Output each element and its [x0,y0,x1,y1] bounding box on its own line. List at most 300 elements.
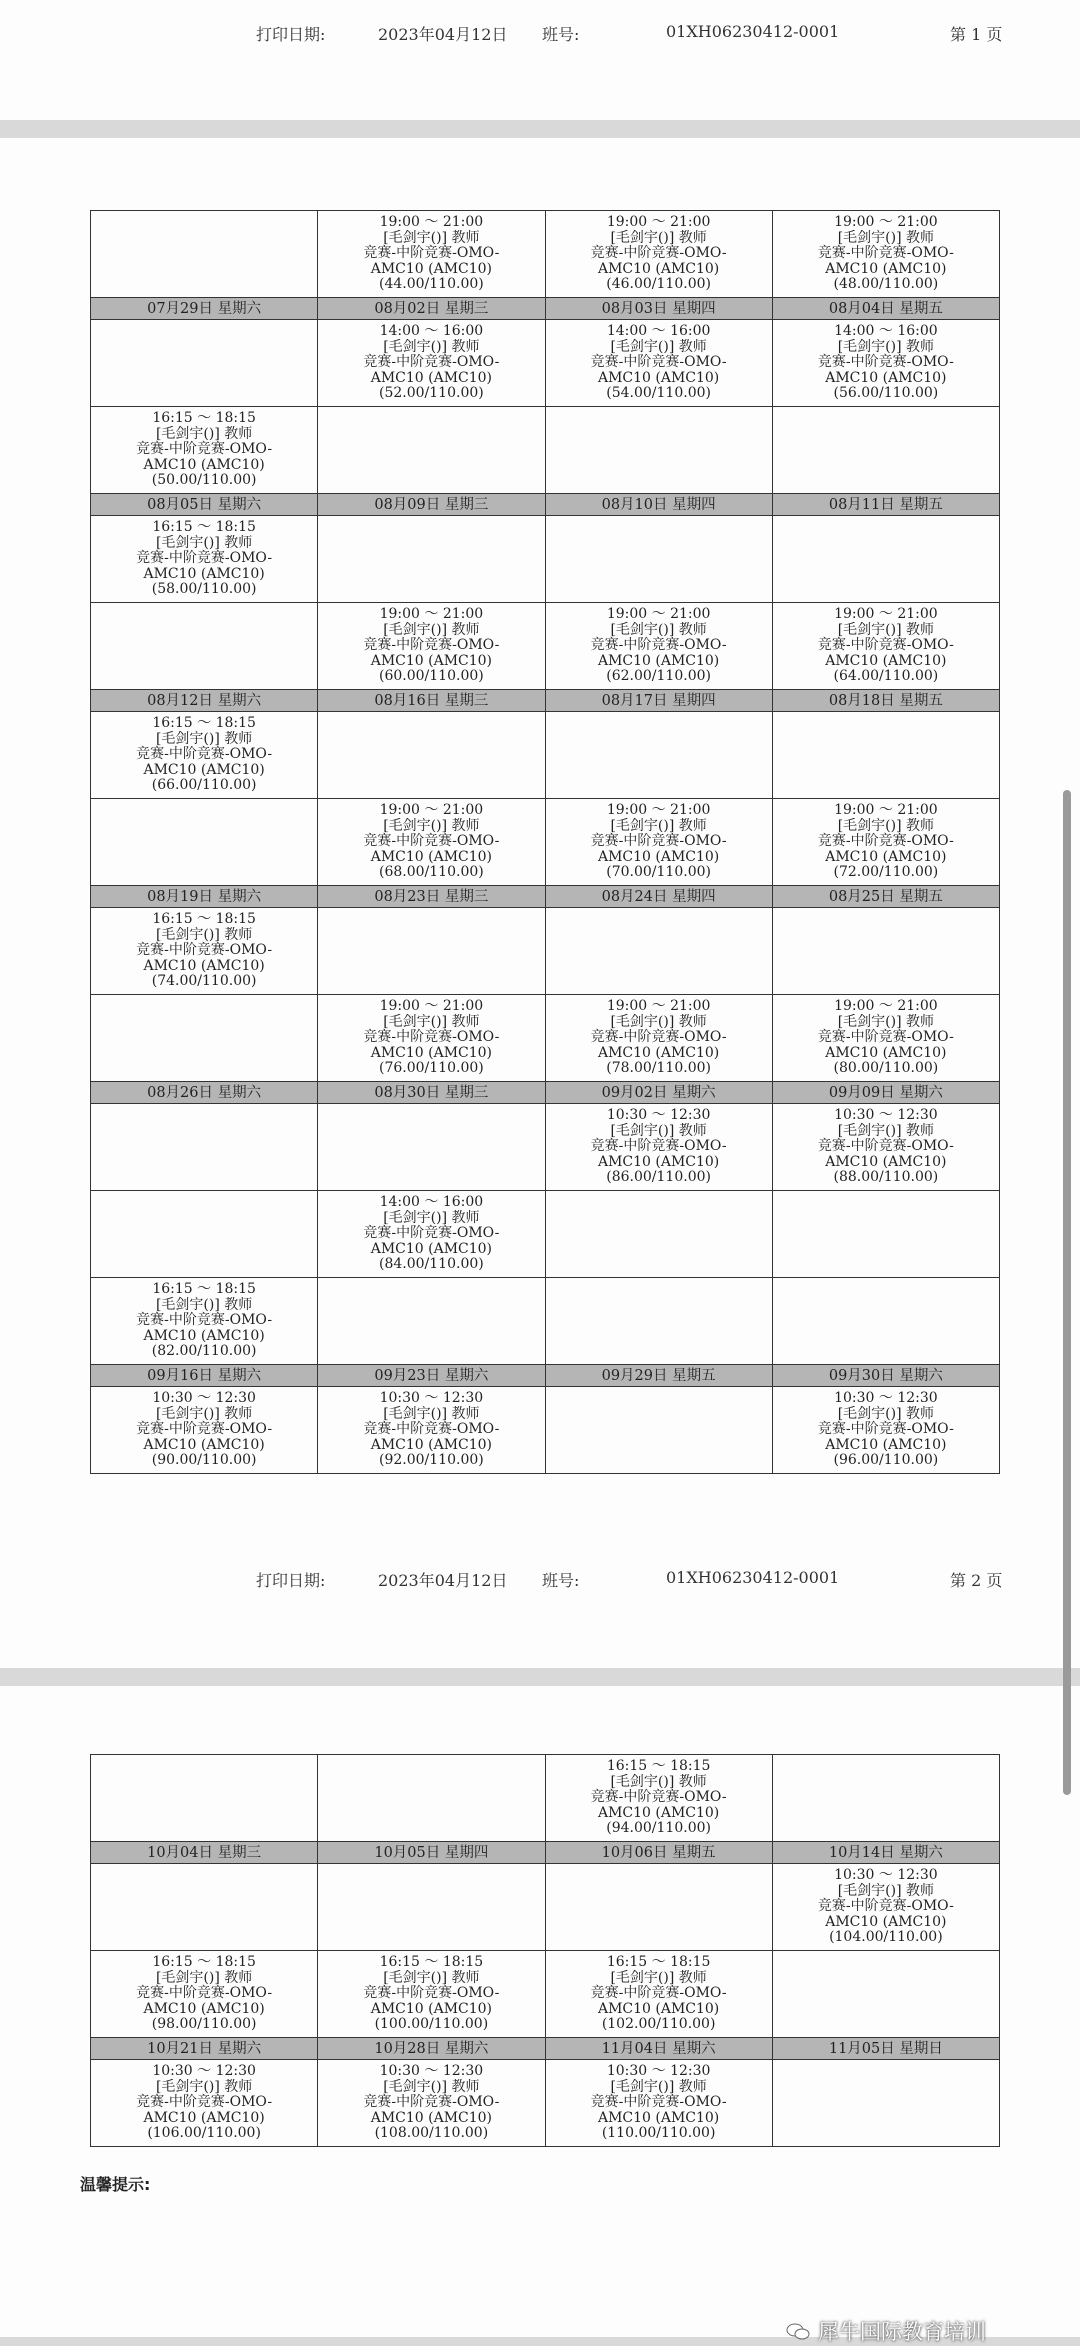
empty-cell [91,211,318,298]
session-course: 竞赛-中阶竞赛-OMO- [136,1312,273,1329]
session-cell [91,1278,318,1365]
session-time: 16:15 ～ 18:15 [606,1954,711,1971]
session-hours: (70.00/110.00) [606,864,711,881]
session-course: 竞赛-中阶竞赛-OMO- [136,746,273,763]
session-hours: (72.00/110.00) [833,864,939,881]
session-time: 16:15 ～ 18:15 [152,911,256,928]
date-header-cell: 09月09日 星期六 [772,1082,999,1104]
session-hours: (110.00/110.00) [601,2125,716,2142]
session-hours: (80.00/110.00) [833,1060,939,1077]
session-row [91,1104,1000,1191]
date-header-cell: 08月23日 星期三 [318,886,545,908]
session-course: 竞赛-中阶竞赛-OMO- [817,245,954,262]
session-course: 竞赛-中阶竞赛-OMO- [136,1985,273,2002]
session-row [91,1191,1000,1278]
date-header-cell: 08月19日 星期六 [91,886,318,908]
session-teacher: [毛剑宇()] 教师 [383,338,480,355]
session-cls: AMC10 (AMC10) [597,1804,720,1821]
schedule-table-page-2 [90,210,1000,1474]
session-hours: (60.00/110.00) [379,668,484,685]
session-time: 19:00 ～ 21:00 [834,606,938,623]
session-time: 10:30 ～ 12:30 [834,1390,938,1407]
date-header-cell: 08月11日 星期五 [772,494,999,516]
session-hours: (62.00/110.00) [606,668,711,685]
session-teacher: [毛剑宇()] 教师 [610,2078,707,2095]
session-time: 16:15 ～ 18:15 [152,519,256,536]
session-cell [318,1951,545,2038]
print-date: 2023年04月12日 [378,1571,508,1590]
date-header-row [91,1082,1000,1104]
session-cell [318,995,545,1082]
date-header-cell: 09月29日 星期五 [545,1365,772,1387]
session-hours: (52.00/110.00) [379,385,484,402]
session-cell [318,1387,545,1474]
session-hours: (86.00/110.00) [606,1169,711,1186]
session-course: 竞赛-中阶竞赛-OMO- [817,1898,954,1915]
date-header-row [91,1365,1000,1387]
empty-cell [545,908,772,995]
session-cls: AMC10 (AMC10) [825,369,947,386]
session-cls: AMC10 (AMC10) [597,2109,720,2126]
empty-cell [545,712,772,799]
session-cell [318,799,545,886]
session-cell [772,1864,999,1951]
date-header-row [91,1842,1000,1864]
session-time: 19:00 ～ 21:00 [606,606,711,623]
date-header-cell: 08月24日 星期四 [545,886,772,908]
session-cell [91,1951,318,2038]
session-row [91,603,1000,690]
date-header-cell: 08月30日 星期三 [318,1082,545,1104]
session-course: 竞赛-中阶竞赛-OMO- [590,2094,727,2111]
empty-cell [91,1104,318,1191]
session-teacher: [毛剑宇()] 教师 [837,817,935,834]
scrollbar[interactable] [1063,790,1071,1795]
date-header-cell: 08月04日 星期五 [772,298,999,320]
session-course: 竞赛-中阶竞赛-OMO- [817,1029,954,1046]
session-cell [772,995,999,1082]
date-header-cell: 08月25日 星期五 [772,886,999,908]
session-teacher: [毛剑宇()] 教师 [610,1969,707,1986]
session-hours: (64.00/110.00) [833,668,939,685]
session-time: 10:30 ～ 12:30 [379,1390,484,1407]
session-hours: (46.00/110.00) [606,276,711,293]
class-number-label: 班号: [542,1571,580,1590]
session-cell [91,2060,318,2147]
print-date-label: 打印日期: [256,1571,326,1590]
session-course: 竞赛-中阶竞赛-OMO- [136,942,273,959]
session-time: 19:00 ～ 21:00 [379,802,484,819]
date-header-cell: 08月17日 星期四 [545,690,772,712]
class-number: 01XH06230412-0001 [666,1568,840,1587]
date-header-cell: 09月16日 星期六 [91,1365,318,1387]
session-course: 竞赛-中阶竞赛-OMO- [817,354,954,371]
session-cell [545,1755,772,1842]
watermark-text: 犀牛国际教育培训 [818,2320,986,2344]
session-time: 14:00 ～ 16:00 [606,323,711,340]
session-time: 19:00 ～ 21:00 [606,802,711,819]
empty-cell [318,516,545,603]
date-header-cell: 11月05日 星期日 [772,2038,999,2060]
session-cls: AMC10 (AMC10) [597,369,720,386]
empty-cell [772,1278,999,1365]
session-cls: AMC10 (AMC10) [597,260,720,277]
session-time: 10:30 ～ 12:30 [379,2063,484,2080]
session-cell [91,407,318,494]
date-header-row [91,690,1000,712]
session-cls: AMC10 (AMC10) [597,1153,720,1170]
wechat-icon [786,2322,810,2340]
session-cell [545,799,772,886]
session-cls: AMC10 (AMC10) [370,848,493,865]
session-teacher: [毛剑宇()] 教师 [155,730,253,747]
session-row [91,1278,1000,1365]
session-hours: (68.00/110.00) [379,864,484,881]
date-header-cell: 09月30日 星期六 [772,1365,999,1387]
session-cls: AMC10 (AMC10) [370,369,493,386]
session-row [91,211,1000,298]
session-row [91,2060,1000,2147]
session-time: 10:30 ～ 12:30 [834,1107,938,1124]
session-cell [91,908,318,995]
session-hours: (90.00/110.00) [151,1452,257,1469]
session-teacher: [毛剑宇()] 教师 [837,1013,935,1030]
empty-cell [772,2060,999,2147]
session-cls: AMC10 (AMC10) [143,957,265,974]
session-cls: AMC10 (AMC10) [143,456,265,473]
date-header-cell: 08月09日 星期三 [318,494,545,516]
session-cell [318,2060,545,2147]
session-cls: AMC10 (AMC10) [143,2000,265,2017]
session-time: 16:15 ～ 18:15 [152,410,256,427]
session-teacher: [毛剑宇()] 教师 [610,1013,707,1030]
session-cls: AMC10 (AMC10) [597,848,720,865]
session-course: 竞赛-中阶竞赛-OMO- [590,637,727,654]
session-course: 竞赛-中阶竞赛-OMO- [590,1138,727,1155]
session-cell [91,516,318,603]
session-hours: (92.00/110.00) [379,1452,484,1469]
session-time: 19:00 ～ 21:00 [379,214,484,231]
session-teacher: [毛剑宇()] 教师 [383,1013,480,1030]
session-hours: (102.00/110.00) [601,2016,716,2033]
session-row [91,799,1000,886]
session-cls: AMC10 (AMC10) [825,260,947,277]
empty-cell [318,407,545,494]
tip-label: 温馨提示: [80,2175,151,2194]
session-row [91,995,1000,1082]
session-row [91,407,1000,494]
session-time: 19:00 ～ 21:00 [379,998,484,1015]
session-course: 竞赛-中阶竞赛-OMO- [363,1421,500,1438]
session-cell [545,320,772,407]
session-teacher: [毛剑宇()] 教师 [383,229,480,246]
date-header-cell: 10月05日 星期四 [318,1842,545,1864]
date-header-cell: 09月02日 星期六 [545,1082,772,1104]
empty-cell [318,1864,545,1951]
session-cell [545,1951,772,2038]
empty-cell [772,908,999,995]
session-teacher: [毛剑宇()] 教师 [155,926,253,943]
session-course: 竞赛-中阶竞赛-OMO- [590,1985,727,2002]
empty-cell [318,1755,545,1842]
session-cell [545,995,772,1082]
session-teacher: [毛剑宇()] 教师 [837,1882,935,1899]
session-hours: (58.00/110.00) [151,581,257,598]
session-teacher: [毛剑宇()] 教师 [837,621,935,638]
session-row [91,320,1000,407]
session-cls: AMC10 (AMC10) [370,652,493,669]
date-header-row [91,886,1000,908]
date-header-cell: 10月04日 星期三 [91,1842,318,1864]
session-time: 16:15 ～ 18:15 [152,1954,256,1971]
date-header-cell: 09月23日 星期六 [318,1365,545,1387]
session-cls: AMC10 (AMC10) [143,2109,265,2126]
session-cls: AMC10 (AMC10) [825,1436,947,1453]
print-date: 2023年04月12日 [378,25,508,44]
session-cell [545,1104,772,1191]
date-header-cell: 08月12日 星期六 [91,690,318,712]
session-course: 竞赛-中阶竞赛-OMO- [590,1029,727,1046]
session-cls: AMC10 (AMC10) [370,1044,493,1061]
session-time: 14:00 ～ 16:00 [379,323,484,340]
empty-cell [318,908,545,995]
empty-cell [545,516,772,603]
session-course: 竞赛-中阶竞赛-OMO- [817,1421,954,1438]
session-teacher: [毛剑宇()] 教师 [837,229,935,246]
session-hours: (82.00/110.00) [151,1343,257,1360]
session-cls: AMC10 (AMC10) [370,1240,493,1257]
date-header-cell: 08月02日 星期三 [318,298,545,320]
session-course: 竞赛-中阶竞赛-OMO- [817,1138,954,1155]
watermark [786,2316,986,2346]
session-time: 19:00 ～ 21:00 [834,214,938,231]
session-course: 竞赛-中阶竞赛-OMO- [590,354,727,371]
date-header-row [91,2038,1000,2060]
session-time: 19:00 ～ 21:00 [606,998,711,1015]
session-time: 19:00 ～ 21:00 [379,606,484,623]
session-row [91,1864,1000,1951]
session-cell [772,1104,999,1191]
print-date-label: 打印日期: [256,25,326,44]
date-header-row [91,298,1000,320]
session-row [91,516,1000,603]
empty-cell [91,1191,318,1278]
session-teacher: [毛剑宇()] 教师 [610,338,707,355]
session-teacher: [毛剑宇()] 教师 [155,534,253,551]
session-teacher: [毛剑宇()] 教师 [155,425,253,442]
session-hours: (94.00/110.00) [606,1820,711,1837]
session-cell [772,320,999,407]
session-teacher: [毛剑宇()] 教师 [383,1405,480,1422]
empty-cell [772,1951,999,2038]
session-hours: (108.00/110.00) [374,2125,489,2142]
session-cell [772,1387,999,1474]
session-cls: AMC10 (AMC10) [825,652,947,669]
session-course: 竞赛-中阶竞赛-OMO- [136,441,273,458]
session-row [91,1755,1000,1842]
empty-cell [545,1864,772,1951]
empty-cell [91,1864,318,1951]
session-cls: AMC10 (AMC10) [143,565,265,582]
session-time: 14:00 ～ 16:00 [834,323,938,340]
session-course: 竞赛-中阶竞赛-OMO- [590,1789,727,1806]
session-course: 竞赛-中阶竞赛-OMO- [590,245,727,262]
session-hours: (96.00/110.00) [833,1452,939,1469]
session-course: 竞赛-中阶竞赛-OMO- [817,637,954,654]
session-row [91,908,1000,995]
session-cell [545,603,772,690]
date-header-cell: 08月18日 星期五 [772,690,999,712]
session-hours: (56.00/110.00) [833,385,939,402]
session-cell [545,211,772,298]
page-number: 第 2 页 [950,1571,1003,1590]
session-cls: AMC10 (AMC10) [825,1044,947,1061]
session-hours: (104.00/110.00) [829,1929,943,1946]
session-teacher: [毛剑宇()] 教师 [155,1405,253,1422]
date-header-cell: 10月28日 星期六 [318,2038,545,2060]
session-cls: AMC10 (AMC10) [143,761,265,778]
session-teacher: [毛剑宇()] 教师 [837,1122,935,1139]
session-cls: AMC10 (AMC10) [370,2109,493,2126]
empty-cell [545,1387,772,1474]
session-course: 竞赛-中阶竞赛-OMO- [590,833,727,850]
session-teacher: [毛剑宇()] 教师 [610,1773,707,1790]
session-cls: AMC10 (AMC10) [370,1436,493,1453]
date-header-cell: 08月05日 星期六 [91,494,318,516]
empty-cell [91,320,318,407]
session-course: 竞赛-中阶竞赛-OMO- [136,1421,273,1438]
session-cls: AMC10 (AMC10) [597,2000,720,2017]
session-cls: AMC10 (AMC10) [370,2000,493,2017]
session-teacher: [毛剑宇()] 教师 [383,1969,480,1986]
page-3 [0,1686,1080,2337]
session-course: 竞赛-中阶竞赛-OMO- [136,2094,273,2111]
session-hours: (98.00/110.00) [151,2016,257,2033]
session-hours: (48.00/110.00) [833,276,939,293]
empty-cell [91,1755,318,1842]
session-course: 竞赛-中阶竞赛-OMO- [363,1985,500,2002]
session-time: 10:30 ～ 12:30 [834,1867,938,1884]
empty-cell [545,1191,772,1278]
session-teacher: [毛剑宇()] 教师 [383,817,480,834]
session-teacher: [毛剑宇()] 教师 [383,2078,480,2095]
session-row [91,1951,1000,2038]
session-time: 10:30 ～ 12:30 [152,1390,256,1407]
session-row [91,1387,1000,1474]
date-header-cell: 08月10日 星期四 [545,494,772,516]
session-hours: (106.00/110.00) [147,2125,261,2142]
page-1-bottom [0,0,1080,120]
session-cell [91,712,318,799]
schedule-table-page-3 [90,1754,1000,2147]
session-hours: (66.00/110.00) [151,777,257,794]
date-header-cell: 10月14日 星期六 [772,1842,999,1864]
date-header-cell: 10月06日 星期五 [545,1842,772,1864]
session-course: 竞赛-中阶竞赛-OMO- [817,833,954,850]
session-hours: (44.00/110.00) [379,276,484,293]
session-hours: (50.00/110.00) [151,472,257,489]
session-teacher: [毛剑宇()] 教师 [610,229,707,246]
session-cls: AMC10 (AMC10) [370,260,493,277]
empty-cell [772,407,999,494]
date-header-cell: 08月26日 星期六 [91,1082,318,1104]
page-footer-1 [0,22,1080,46]
session-cell [772,799,999,886]
session-hours: (88.00/110.00) [833,1169,939,1186]
session-cell [545,2060,772,2147]
session-course: 竞赛-中阶竞赛-OMO- [363,833,500,850]
session-cell [318,1191,545,1278]
date-header-row [91,494,1000,516]
session-cls: AMC10 (AMC10) [597,1044,720,1061]
session-cell [318,211,545,298]
session-cell [318,603,545,690]
date-header-cell: 07月29日 星期六 [91,298,318,320]
session-hours: (76.00/110.00) [379,1060,484,1077]
empty-cell [772,516,999,603]
empty-cell [91,995,318,1082]
session-hours: (54.00/110.00) [606,385,711,402]
session-time: 19:00 ～ 21:00 [834,802,938,819]
session-time: 10:30 ～ 12:30 [152,2063,256,2080]
session-cls: AMC10 (AMC10) [825,1913,947,1930]
session-course: 竞赛-中阶竞赛-OMO- [363,245,500,262]
empty-cell [545,407,772,494]
session-cell [772,211,999,298]
page-footer-2 [0,1568,1080,1592]
session-teacher: [毛剑宇()] 教师 [610,621,707,638]
session-hours: (78.00/110.00) [606,1060,711,1077]
session-teacher: [毛剑宇()] 教师 [610,817,707,834]
empty-cell [772,1755,999,1842]
session-teacher: [毛剑宇()] 教师 [155,2078,253,2095]
session-time: 16:15 ～ 18:15 [606,1758,711,1775]
session-hours: (100.00/110.00) [374,2016,489,2033]
empty-cell [318,712,545,799]
empty-cell [772,1191,999,1278]
date-header-cell: 08月16日 星期三 [318,690,545,712]
session-teacher: [毛剑宇()] 教师 [383,1209,480,1226]
empty-cell [91,799,318,886]
empty-cell [318,1278,545,1365]
session-time: 19:00 ～ 21:00 [834,998,938,1015]
class-number: 01XH06230412-0001 [666,22,840,41]
session-teacher: [毛剑宇()] 教师 [837,338,935,355]
date-header-cell: 11月04日 星期六 [545,2038,772,2060]
date-header-cell: 10月21日 星期六 [91,2038,318,2060]
session-time: 16:15 ～ 18:15 [152,1281,256,1298]
session-course: 竞赛-中阶竞赛-OMO- [363,1029,500,1046]
session-course: 竞赛-中阶竞赛-OMO- [136,550,273,567]
date-header-cell: 08月03日 星期四 [545,298,772,320]
session-time: 10:30 ～ 12:30 [606,1107,711,1124]
page-2 [0,138,1080,1668]
empty-cell [545,1278,772,1365]
session-cls: AMC10 (AMC10) [825,1153,947,1170]
session-hours: (84.00/110.00) [379,1256,484,1273]
session-course: 竞赛-中阶竞赛-OMO- [363,637,500,654]
session-course: 竞赛-中阶竞赛-OMO- [363,2094,500,2111]
class-number-label: 班号: [542,25,580,44]
session-time: 14:00 ～ 16:00 [379,1194,484,1211]
session-course: 竞赛-中阶竞赛-OMO- [363,1225,500,1242]
session-cell [91,1387,318,1474]
session-course: 竞赛-中阶竞赛-OMO- [363,354,500,371]
page-number: 第 1 页 [950,25,1003,44]
session-hours: (74.00/110.00) [151,973,257,990]
session-teacher: [毛剑宇()] 教师 [155,1969,253,1986]
session-teacher: [毛剑宇()] 教师 [155,1296,253,1313]
